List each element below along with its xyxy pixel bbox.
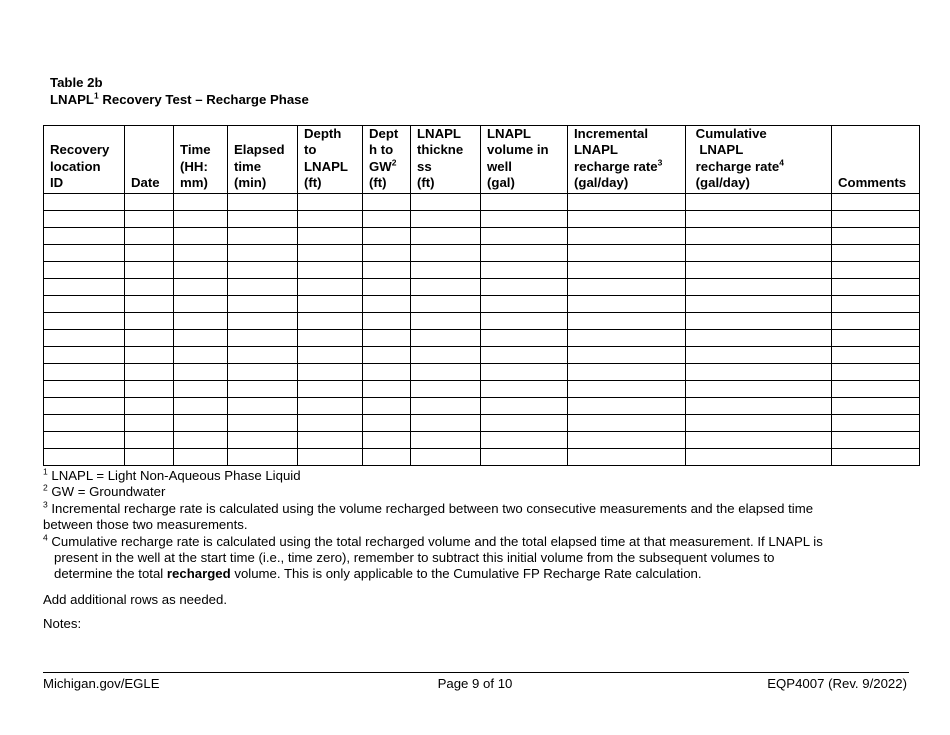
table-cell[interactable] [411, 210, 481, 227]
table-title [50, 92, 309, 109]
table-cell[interactable] [411, 244, 481, 261]
table-cell[interactable] [298, 448, 363, 465]
table-cell[interactable] [411, 448, 481, 465]
table-cell[interactable] [174, 431, 228, 448]
table-cell[interactable] [125, 431, 174, 448]
column-header-line: (ft) [417, 175, 435, 191]
column-header-line: to [304, 142, 317, 158]
table-cell[interactable] [832, 193, 920, 210]
footnote-2 [43, 484, 913, 500]
notes-label: Notes: [43, 616, 82, 631]
column-header-line: Comments [838, 175, 907, 191]
table-cell[interactable] [44, 278, 125, 295]
table-cell[interactable] [686, 380, 832, 397]
table-cell[interactable] [411, 312, 481, 329]
footnote-text: Incremental recharge rate is calculated using the volume recharged between two consecutive measurements and the elapsed time [47, 500, 814, 516]
table-row [44, 397, 920, 414]
column-header-line: LNAPL [417, 126, 461, 141]
column-header [481, 126, 568, 194]
table-cell[interactable] [228, 312, 298, 329]
table-cell[interactable] [125, 278, 174, 295]
table-cell[interactable] [125, 329, 174, 346]
table-cell[interactable] [44, 380, 125, 397]
table-cell[interactable] [686, 329, 832, 346]
table-cell[interactable] [568, 397, 686, 414]
column-header-line: LNAPL [574, 142, 618, 158]
column-header-line: Date [131, 175, 160, 191]
table-header-row [44, 126, 920, 194]
table-cell[interactable] [481, 329, 568, 346]
column-header-line: recharge rate [574, 158, 658, 174]
footnote-4 [43, 534, 913, 583]
recovery-test-table [43, 125, 920, 466]
title-lnapl: LNAPL [50, 91, 94, 107]
table-cell[interactable] [363, 312, 411, 329]
column-header-line: thickne [417, 142, 464, 158]
table-cell[interactable] [568, 210, 686, 227]
table-cell[interactable] [832, 278, 920, 295]
table-cell[interactable] [411, 193, 481, 210]
table-cell[interactable] [411, 414, 481, 431]
table-cell[interactable] [174, 363, 228, 380]
table-row [44, 448, 920, 465]
table-cell[interactable] [686, 193, 832, 210]
table-cell[interactable] [44, 227, 125, 244]
column-header-line: Incremental [574, 126, 649, 141]
column-header-line: (ft) [369, 175, 387, 191]
table-cell[interactable] [481, 414, 568, 431]
table-cell[interactable] [174, 312, 228, 329]
table-cell[interactable] [363, 431, 411, 448]
table-cell[interactable] [174, 329, 228, 346]
table-title-block [50, 75, 309, 108]
table-cell[interactable] [568, 414, 686, 431]
table-cell[interactable] [832, 414, 920, 431]
table-cell[interactable] [228, 210, 298, 227]
table-cell[interactable] [125, 448, 174, 465]
table-cell[interactable] [174, 210, 228, 227]
table-cell[interactable] [481, 346, 568, 363]
table-cell[interactable] [832, 431, 920, 448]
table-row [44, 227, 920, 244]
table-cell[interactable] [686, 431, 832, 448]
table-cell[interactable] [44, 244, 125, 261]
table-cell[interactable] [568, 193, 686, 210]
column-header-line: Recovery [50, 142, 110, 158]
footer-website: Michigan.gov/EGLE [43, 676, 160, 691]
column-header-line: time [234, 158, 262, 174]
column-header [228, 126, 298, 194]
table-cell[interactable] [228, 329, 298, 346]
table-cell[interactable] [832, 244, 920, 261]
column-header-line: location [50, 158, 101, 174]
column-header-line: h to [369, 142, 394, 158]
table-cell[interactable] [298, 295, 363, 312]
column-header-line: LNAPL [304, 158, 348, 174]
footnote-continuation: between those two measurements. [43, 517, 248, 533]
add-rows-note: Add additional rows as needed. [43, 592, 228, 607]
table-row [44, 193, 920, 210]
table-cell[interactable] [568, 295, 686, 312]
column-header-sup: 3 [657, 157, 663, 168]
table-cell[interactable] [44, 414, 125, 431]
footnote-1 [43, 468, 913, 484]
table-cell[interactable] [298, 346, 363, 363]
table-cell[interactable] [298, 261, 363, 278]
table-cell[interactable] [44, 329, 125, 346]
table-cell[interactable] [44, 363, 125, 380]
table-row [44, 329, 920, 346]
footer-form-id: EQP4007 (Rev. 9/2022) [767, 676, 907, 691]
table-cell[interactable] [125, 363, 174, 380]
table-cell[interactable] [832, 227, 920, 244]
footer-divider [43, 672, 909, 673]
table-cell[interactable] [228, 380, 298, 397]
table-cell[interactable] [298, 278, 363, 295]
table-cell[interactable] [686, 295, 832, 312]
table-cell[interactable] [832, 312, 920, 329]
table-cell[interactable] [298, 312, 363, 329]
table-cell[interactable] [481, 431, 568, 448]
table-cell[interactable] [228, 346, 298, 363]
table-cell[interactable] [174, 380, 228, 397]
title-sup: 1 [93, 90, 99, 101]
table-id: Table 2b [50, 75, 103, 90]
footnote-segment: volume. This is only applicable to the Cumulative FP Recharge Rate calculation. [230, 566, 702, 582]
table-row [44, 312, 920, 329]
footnote-number: 3 [43, 499, 48, 510]
table-cell[interactable] [174, 227, 228, 244]
table-cell[interactable] [568, 346, 686, 363]
column-header [298, 126, 363, 194]
table-cell[interactable] [481, 227, 568, 244]
table-cell[interactable] [174, 414, 228, 431]
table-cell[interactable] [832, 397, 920, 414]
table-cell[interactable] [298, 397, 363, 414]
column-header-line: mm) [180, 175, 208, 191]
table-cell[interactable] [125, 227, 174, 244]
column-header-line: well [487, 158, 512, 174]
column-header [125, 126, 174, 194]
table-cell[interactable] [44, 193, 125, 210]
table-cell[interactable] [481, 261, 568, 278]
table-cell[interactable] [125, 295, 174, 312]
table-cell[interactable] [481, 312, 568, 329]
table-cell[interactable] [44, 397, 125, 414]
table-cell[interactable] [44, 448, 125, 465]
table-cell[interactable] [568, 244, 686, 261]
table-cell[interactable] [174, 244, 228, 261]
table-cell[interactable] [686, 363, 832, 380]
column-header [44, 126, 125, 194]
table-cell[interactable] [363, 193, 411, 210]
table-cell[interactable] [411, 295, 481, 312]
column-header-line: (min) [234, 175, 267, 191]
table-cell[interactable] [686, 346, 832, 363]
table-cell[interactable] [568, 329, 686, 346]
footer-page-number: Page 9 of 10 [437, 676, 513, 691]
footnote-text: LNAPL = Light Non-Aqueous Phase Liquid [47, 468, 301, 483]
table-cell[interactable] [568, 380, 686, 397]
table-cell[interactable] [686, 397, 832, 414]
column-header [686, 126, 832, 194]
table-cell[interactable] [298, 380, 363, 397]
table-cell[interactable] [832, 261, 920, 278]
table-cell[interactable] [363, 210, 411, 227]
table-cell[interactable] [481, 397, 568, 414]
table-cell[interactable] [686, 227, 832, 244]
table-cell[interactable] [568, 278, 686, 295]
table-cell[interactable] [411, 278, 481, 295]
table-cell[interactable] [228, 448, 298, 465]
table-cell[interactable] [832, 380, 920, 397]
column-header-line: LNAPL [487, 126, 531, 141]
footnote-text: GW = Groundwater [47, 484, 166, 500]
column-header-line-wrap [692, 159, 831, 175]
table-cell[interactable] [832, 210, 920, 227]
table-cell[interactable] [44, 295, 125, 312]
table-cell[interactable] [363, 397, 411, 414]
footnotes [43, 468, 913, 583]
table-cell[interactable] [686, 414, 832, 431]
table-cell[interactable] [125, 193, 174, 210]
table-body [44, 193, 920, 465]
table-cell[interactable] [228, 227, 298, 244]
table-cell[interactable] [298, 244, 363, 261]
table-cell[interactable] [481, 448, 568, 465]
table-cell[interactable] [228, 278, 298, 295]
table-cell[interactable] [125, 210, 174, 227]
table-row [44, 244, 920, 261]
table-cell[interactable] [228, 261, 298, 278]
table-row [44, 261, 920, 278]
column-header-line: Time [180, 142, 211, 158]
footnote-number: 2 [43, 483, 48, 494]
column-header-line: (HH: [180, 158, 208, 174]
table-cell[interactable] [481, 278, 568, 295]
table-cell[interactable] [125, 397, 174, 414]
table-cell[interactable] [44, 431, 125, 448]
table-cell[interactable] [298, 431, 363, 448]
footnote-3 [43, 501, 913, 534]
table-row [44, 380, 920, 397]
table-cell[interactable] [228, 397, 298, 414]
column-header-line: ID [50, 175, 64, 191]
column-header [363, 126, 411, 194]
table-cell[interactable] [363, 414, 411, 431]
table-cell[interactable] [411, 363, 481, 380]
column-header-line: GW [369, 158, 392, 174]
table-cell[interactable] [174, 295, 228, 312]
table-cell[interactable] [411, 329, 481, 346]
table-row [44, 414, 920, 431]
table-cell[interactable] [363, 295, 411, 312]
table-cell[interactable] [298, 210, 363, 227]
table-cell[interactable] [298, 227, 363, 244]
table-row [44, 295, 920, 312]
column-header-line: Depth [304, 126, 342, 141]
table-cell[interactable] [174, 193, 228, 210]
column-header-line: (gal/day) [692, 175, 750, 191]
table-cell[interactable] [686, 448, 832, 465]
column-header [411, 126, 481, 194]
table-cell[interactable] [686, 210, 832, 227]
table-cell[interactable] [568, 312, 686, 329]
table-cell[interactable] [298, 193, 363, 210]
table-cell[interactable] [832, 295, 920, 312]
table-cell[interactable] [686, 312, 832, 329]
table-cell[interactable] [481, 210, 568, 227]
table-cell[interactable] [174, 346, 228, 363]
table-cell[interactable] [228, 431, 298, 448]
table-cell[interactable] [568, 448, 686, 465]
table-cell[interactable] [411, 380, 481, 397]
footnote-text: Cumulative recharge rate is calculated using the total recharged volume and the total elapsed time at that measurement. If LNAPL is [47, 533, 823, 549]
column-header-line: (gal/day) [574, 175, 629, 191]
table-cell[interactable] [298, 363, 363, 380]
table-cell[interactable] [832, 346, 920, 363]
table-cell[interactable] [174, 397, 228, 414]
table-cell[interactable] [44, 312, 125, 329]
footnote-segment: determine the total [54, 566, 167, 582]
table-cell[interactable] [363, 261, 411, 278]
table-cell[interactable] [686, 261, 832, 278]
table-cell[interactable] [568, 431, 686, 448]
table-cell[interactable] [363, 346, 411, 363]
table-cell[interactable] [481, 193, 568, 210]
table-cell[interactable] [174, 448, 228, 465]
table-cell[interactable] [481, 295, 568, 312]
table-row [44, 210, 920, 227]
footnote-number: 4 [43, 532, 48, 543]
table-cell[interactable] [363, 227, 411, 244]
title-rest: Recovery Test – Recharge Phase [98, 91, 309, 107]
table-cell[interactable] [568, 227, 686, 244]
table-cell[interactable] [125, 414, 174, 431]
table-cell[interactable] [298, 329, 363, 346]
column-header [568, 126, 686, 194]
column-header-sup: 2 [391, 157, 397, 168]
table-cell[interactable] [228, 414, 298, 431]
column-header-line: volume in [487, 142, 549, 158]
table-cell[interactable] [363, 278, 411, 295]
table-cell[interactable] [228, 244, 298, 261]
table-cell[interactable] [568, 363, 686, 380]
column-header [174, 126, 228, 194]
table-cell[interactable] [832, 329, 920, 346]
table-cell[interactable] [686, 244, 832, 261]
table-cell[interactable] [125, 244, 174, 261]
footnote-number: 1 [43, 466, 48, 477]
table-cell[interactable] [298, 414, 363, 431]
footnote-indented-line: present in the well at the start time (i.e., time zero), remember to subtract this initial volume from the subsequent volumes to [54, 550, 775, 566]
table-cell[interactable] [125, 312, 174, 329]
footnote-indented-line [43, 566, 913, 582]
table-cell[interactable] [686, 278, 832, 295]
column-header-line: Elapsed [234, 142, 285, 158]
table-row [44, 278, 920, 295]
table-cell[interactable] [411, 346, 481, 363]
column-header-sup: 4 [779, 157, 784, 168]
table-row [44, 363, 920, 380]
footnote-emphasis: recharged [166, 566, 231, 582]
table-cell[interactable] [411, 397, 481, 414]
table-cell[interactable] [363, 329, 411, 346]
column-header-line: ss [417, 158, 432, 174]
table-cell[interactable] [44, 210, 125, 227]
table-cell[interactable] [125, 380, 174, 397]
table-cell[interactable] [363, 448, 411, 465]
table-cell[interactable] [411, 227, 481, 244]
table-cell[interactable] [411, 261, 481, 278]
table-cell[interactable] [481, 380, 568, 397]
column-header-line: recharge rate [692, 158, 780, 174]
column-header-line: LNAPL [692, 142, 744, 158]
column-header [832, 126, 920, 194]
column-header-line: (ft) [304, 175, 322, 191]
table-cell[interactable] [363, 380, 411, 397]
table-row [44, 431, 920, 448]
column-header-line-wrap [369, 159, 410, 175]
table-cell[interactable] [228, 295, 298, 312]
table-cell[interactable] [832, 363, 920, 380]
table-cell[interactable] [174, 278, 228, 295]
table-cell[interactable] [481, 363, 568, 380]
table-cell[interactable] [411, 431, 481, 448]
table-cell[interactable] [832, 448, 920, 465]
table-cell[interactable] [363, 363, 411, 380]
column-header-line: Dept [369, 126, 399, 141]
table-cell[interactable] [568, 261, 686, 278]
table-cell[interactable] [44, 346, 125, 363]
table-cell[interactable] [228, 363, 298, 380]
table-cell[interactable] [125, 346, 174, 363]
table-cell[interactable] [228, 193, 298, 210]
table-cell[interactable] [44, 261, 125, 278]
table-row [44, 346, 920, 363]
table-cell[interactable] [125, 261, 174, 278]
table-cell[interactable] [481, 244, 568, 261]
column-header-line: (gal) [487, 175, 515, 191]
column-header-line-wrap [574, 159, 685, 175]
table-cell[interactable] [363, 244, 411, 261]
table-cell[interactable] [174, 261, 228, 278]
column-header-line: Cumulative [692, 126, 767, 141]
